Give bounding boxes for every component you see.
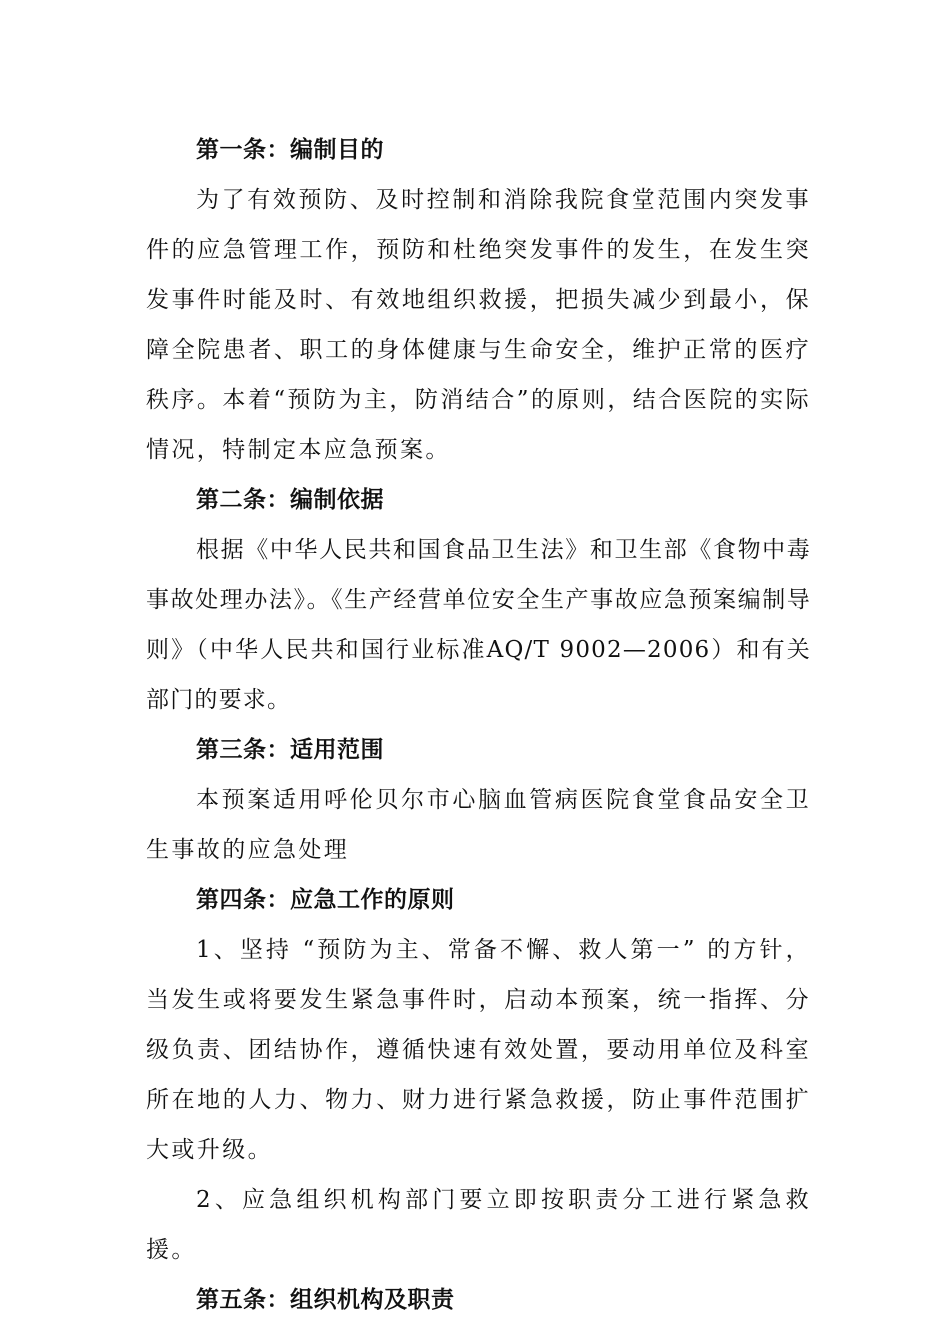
section-heading-2: 第二条：编制依据 xyxy=(196,487,384,513)
section-4-paragraph-1: 1、坚持 “预防为主、常备不懈、救人第一” 的方针，当发生或将要发生紧急事件时，启动本预案，统一指挥、分级负责、团结协作，遵循快速有效处置，要动用单位及科室所在地的人力、物力、财力进行紧急救援，防止事件范围扩大或升级。 xyxy=(146,937,811,1163)
section-heading-1: 第一条：编制目的 xyxy=(196,137,384,163)
section-2-paragraph: 根据《中华人民共和国食品卫生法》和卫生部《食物中毒事故处理办法》。《生产经营单位安全生产事故应急预案编制导则》（中华人民共和国行业标准AQ/T 9002—2006）和有关部门的要求。 xyxy=(146,537,811,713)
section-4-paragraph-2: 2、应急组织机构部门要立即按职责分工进行紧急救援。 xyxy=(146,1187,811,1263)
section-1-paragraph: 为了有效预防、及时控制和消除我院食堂范围内突发事件的应急管理工作，预防和杜绝突发事件的发生，在发生突发事件时能及时、有效地组织救援，把损失减少到最小，保障全院患者、职工的身体健康与生命安全，维护正常的医疗秩序。本着“预防为主，防消结合”的原则，结合医院的实际情况，特制定本应急预案。 xyxy=(146,187,811,463)
section-heading-5: 第五条：组织机构及职责 xyxy=(196,1287,455,1313)
section-heading-3: 第三条：适用范围 xyxy=(196,737,384,763)
document-body xyxy=(146,125,811,1325)
section-heading-4: 第四条：应急工作的原则 xyxy=(196,887,455,913)
section-3-paragraph: 本预案适用呼伦贝尔市心脑血管病医院食堂食品安全卫生事故的应急处理 xyxy=(146,787,811,863)
